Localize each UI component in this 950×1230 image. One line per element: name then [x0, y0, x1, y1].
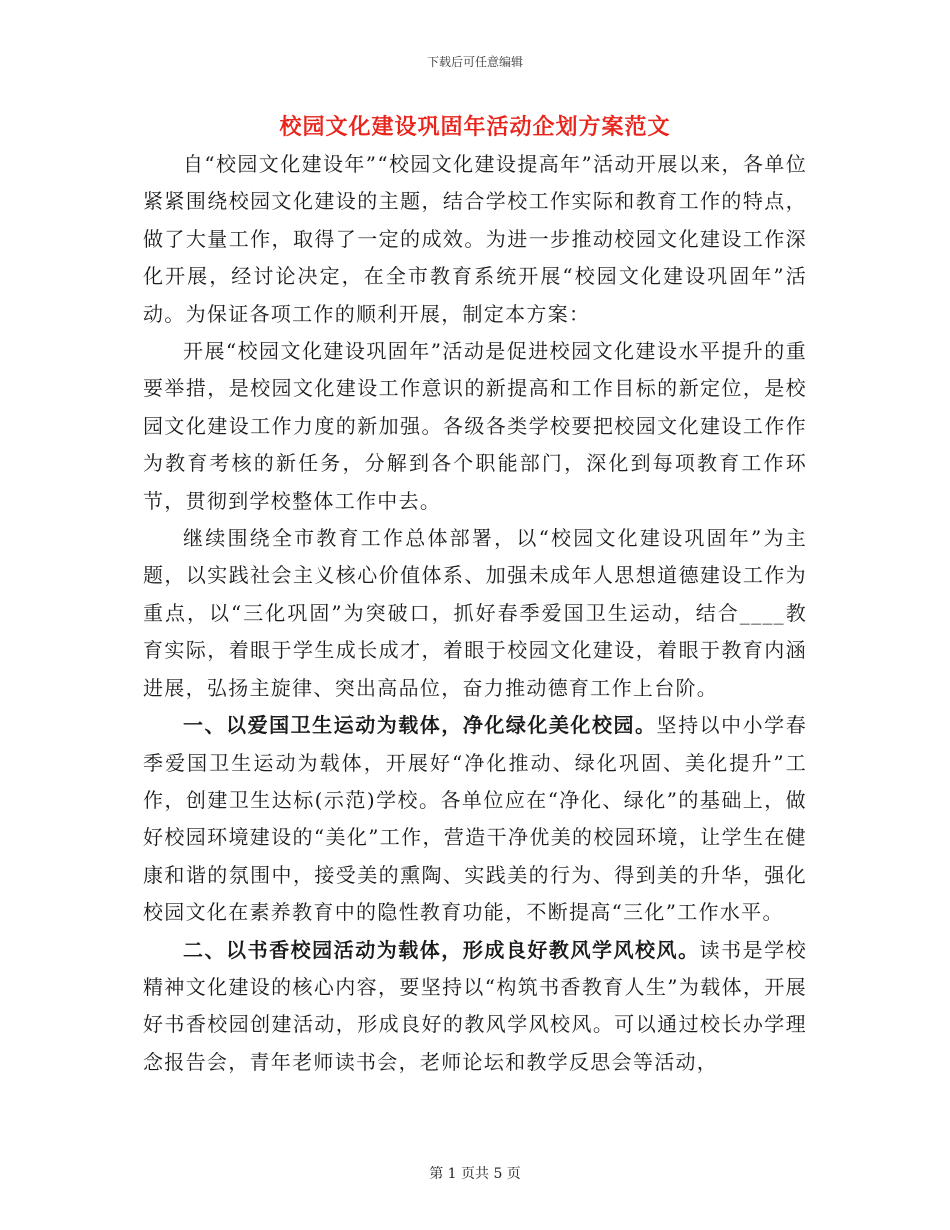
paragraph-2-text: 开展“校园文化建设巩固年”活动是促进校园文化建设水平提升的重要举措，是校园文化建设工作意识的新提高和工作目标的新定位，是校园文化建设工作力度的新加强。各级各类学校要把校园文化建设工作作为教育考核的新任务，分解到各个职能部门，深化到每项教育工作环节，贯彻到学校整体工作中去。	[143, 339, 807, 513]
paragraph-1	[143, 146, 807, 333]
document-body	[143, 146, 807, 1081]
section-2-text: 读书是学校精神文化建设的核心内容，要坚持以“构筑书香教育人生”为载体，开展好书香校园创建活动，形成良好的教风学风校风。可以通过校长办学理念报告会，青年老师读书会，老师论坛和教学反思会等活动，	[143, 937, 808, 1074]
section-2-heading: 二、以书香校园活动为载体，形成良好教风学风校风。	[183, 937, 700, 962]
paragraph-3-text: 继续围绕全市教育工作总体部署，以“校园文化建设巩固年”为主题，以实践社会主义核心价值体系、加强未成年人思想道德建设工作为重点，以“三化巩固”为突破口，抓好春季爱国卫生运动，结合____教育实际，着眼于学生成长成才，着眼于校园文化建设，着眼于教育内涵进展，弘扬主旋律、突出高品位，奋力推动德育工作上台阶。	[143, 526, 807, 700]
paragraph-3	[143, 520, 807, 707]
page-header-note: 下载后可任意编辑	[426, 55, 523, 69]
section-1-text: 坚持以中小学春季爱国卫生运动为载体，开展好“净化推动、绿化巩固、美化提升”工作，创建卫生达标(示范)学校。各单位应在“净化、绿化”的基础上，做好校园环境建设的“美化”工作，营造干净优美的校园环境，让学生在健康和谐的氛围中，接受美的熏陶、实践美的行为、得到美的升华，强化校园文化在素养教育中的隐性教育功能，不断提高“三化”工作水平。	[143, 713, 807, 925]
paragraph-1-text: 自“校园文化建设年”“校园文化建设提高年”活动开展以来，各单位紧紧围绕校园文化建设的主题，结合学校工作实际和教育工作的特点，做了大量工作，取得了一定的成效。为进一步推动校园文化建设工作深化开展，经讨论决定，在全市教育系统开展“校园文化建设巩固年”活动。为保证各项工作的顺利开展，制定本方案：	[143, 152, 807, 326]
document-title: 校园文化建设巩固年活动企划方案范文	[279, 114, 671, 140]
section-1-heading: 一、以爱国卫生运动为载体，净化绿化美化校园。	[183, 713, 657, 738]
paragraph-2	[143, 333, 807, 520]
paragraph-4	[143, 707, 807, 931]
page-number: 第 1 页共 5 页	[429, 1166, 521, 1182]
paragraph-5	[143, 932, 807, 1082]
